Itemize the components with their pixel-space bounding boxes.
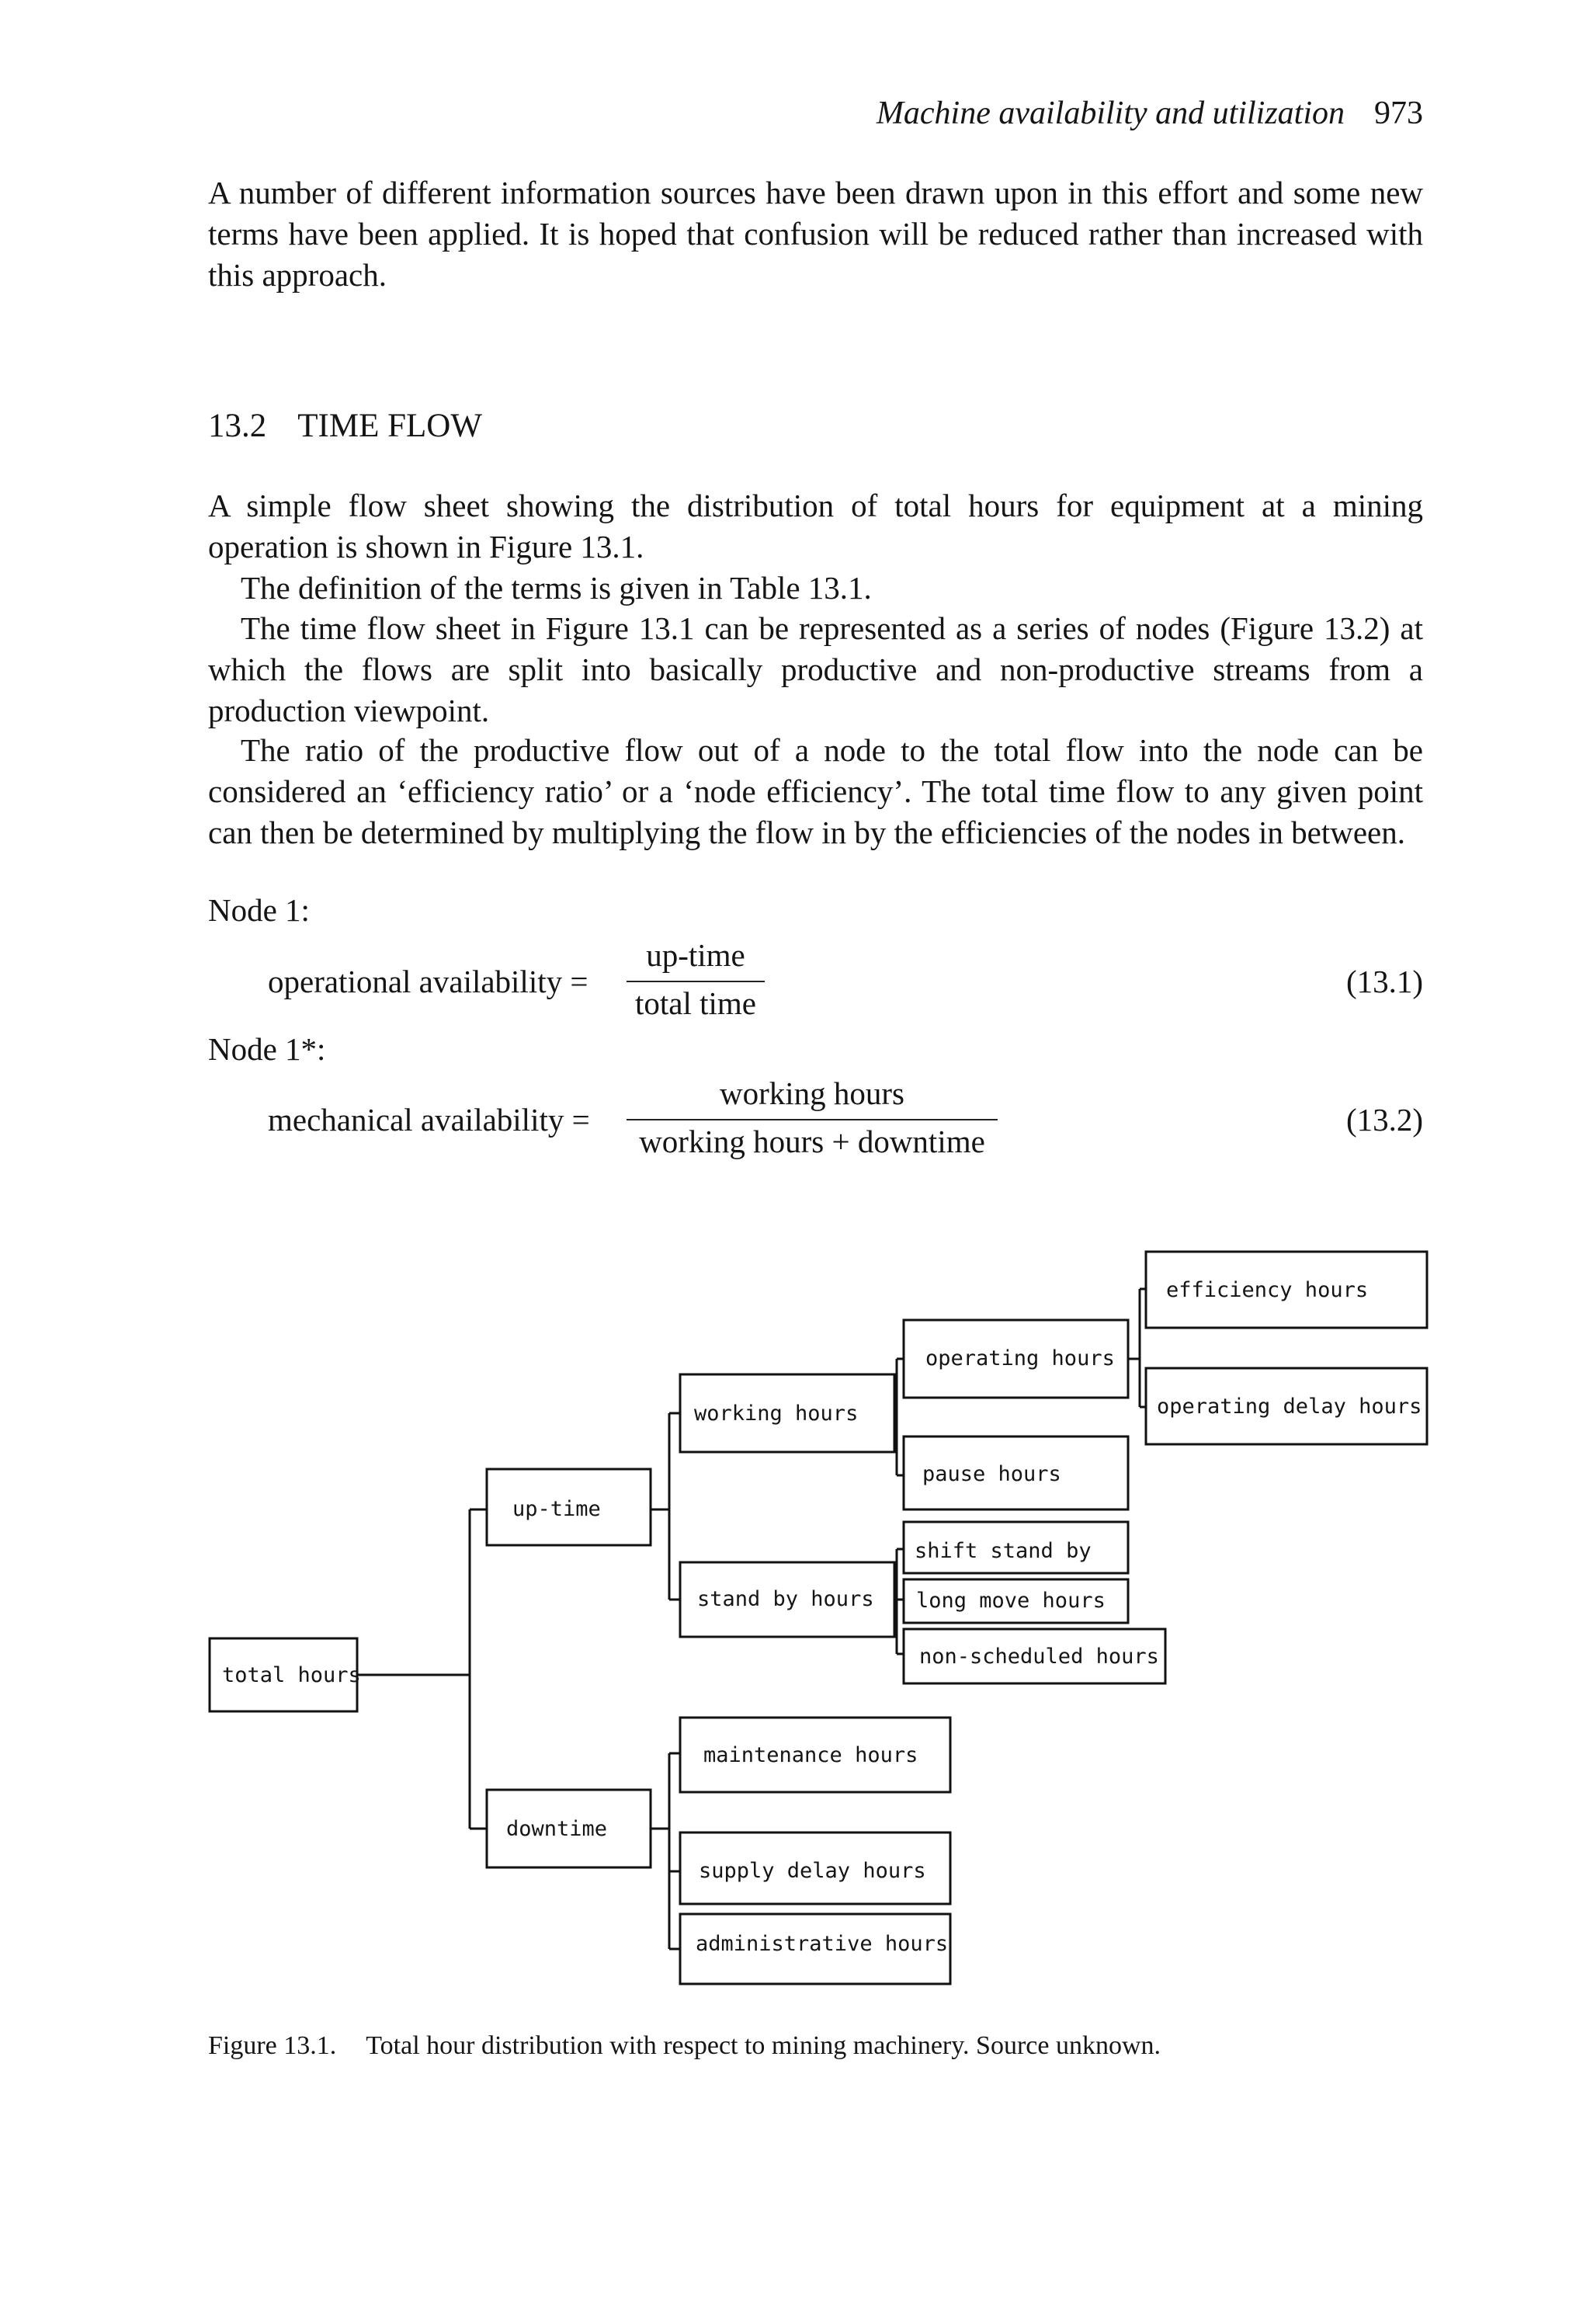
equation-13-1 [268, 935, 1423, 1022]
node-label-2: Node 1*: [208, 1031, 326, 1067]
section-heading [208, 405, 482, 448]
connector-lines [357, 1289, 1146, 1949]
label-administrative-hours: administrative hours [696, 1932, 949, 1956]
numerator: up-time [646, 937, 745, 973]
paragraph-1: A simple flow sheet showing the distribution of total hours for equipment at a mining operation is shown in Figure 13.1. [208, 488, 1423, 564]
equation-number: (13.2) [1345, 1102, 1423, 1138]
caption-label: Figure 13.1. [208, 2031, 337, 2060]
equation-lhs: operational availability = [268, 964, 588, 999]
running-head [208, 92, 1423, 135]
label-total-hours: total hours [222, 1663, 361, 1687]
fraction-bar [627, 981, 765, 982]
label-non-scheduled-hours: non-scheduled hours [919, 1645, 1159, 1669]
label-operating-delay-hours: operating delay hours [1157, 1395, 1422, 1419]
label-operating-hours: operating hours [925, 1346, 1115, 1370]
paragraph-2: The definition of the terms is given in Table 13.1. [241, 570, 872, 606]
label-up-time: up-time [512, 1497, 601, 1521]
fraction-bar [627, 1119, 998, 1120]
page-number: 973 [1374, 96, 1423, 131]
time-flow-diagram [203, 1238, 1438, 1992]
intro-paragraph: A number of different information sources have been drawn upon in this effort and some new terms have been applied. It is hoped that confusion will be reduced rather than increased with this approach. [208, 175, 1423, 293]
numerator: working hours [719, 1075, 904, 1111]
label-pause-hours: pause hours [922, 1462, 1061, 1486]
label-working-hours: working hours [694, 1402, 859, 1426]
label-long-move-hours: long move hours [916, 1589, 1106, 1613]
paragraph-4: The ratio of the productive flow out of a node to the total flow into the node can be considered an ‘efficiency ratio’ or a ‘node efficiency’. The total time flow to any given point can then be determined by multiplying the flow in by the efficiencies of the nodes in between. [208, 732, 1423, 850]
equation-number: (13.1) [1345, 964, 1423, 999]
label-efficiency-hours: efficiency hours [1166, 1278, 1369, 1302]
label-downtime: downtime [506, 1817, 608, 1841]
equation-13-2 [268, 1073, 1423, 1160]
figure-caption [208, 2028, 1161, 2064]
section-number: 13.2 [208, 408, 267, 444]
node-label-1: Node 1: [208, 892, 310, 928]
paragraph-3: The time flow sheet in Figure 13.1 can be represented as a series of nodes (Figure 13.2) at which the flows are split into basically productive and non-productive streams from a production viewpoint. [208, 610, 1423, 728]
label-stand-by-hours: stand by hours [697, 1587, 874, 1611]
label-shift-stand-by: shift stand by [915, 1539, 1092, 1563]
caption-text: Total hour distribution with respect to mining machinery. Source unknown. [366, 2031, 1161, 2060]
label-maintenance-hours: maintenance hours [703, 1743, 918, 1767]
section-title: TIME FLOW [297, 408, 482, 444]
denominator: total time [635, 985, 756, 1021]
denominator: working hours + downtime [639, 1124, 985, 1159]
equation-lhs: mechanical availability = [268, 1102, 590, 1138]
label-supply-delay-hours: supply delay hours [699, 1859, 926, 1883]
running-head-title: Machine availability and utilization [876, 96, 1345, 131]
